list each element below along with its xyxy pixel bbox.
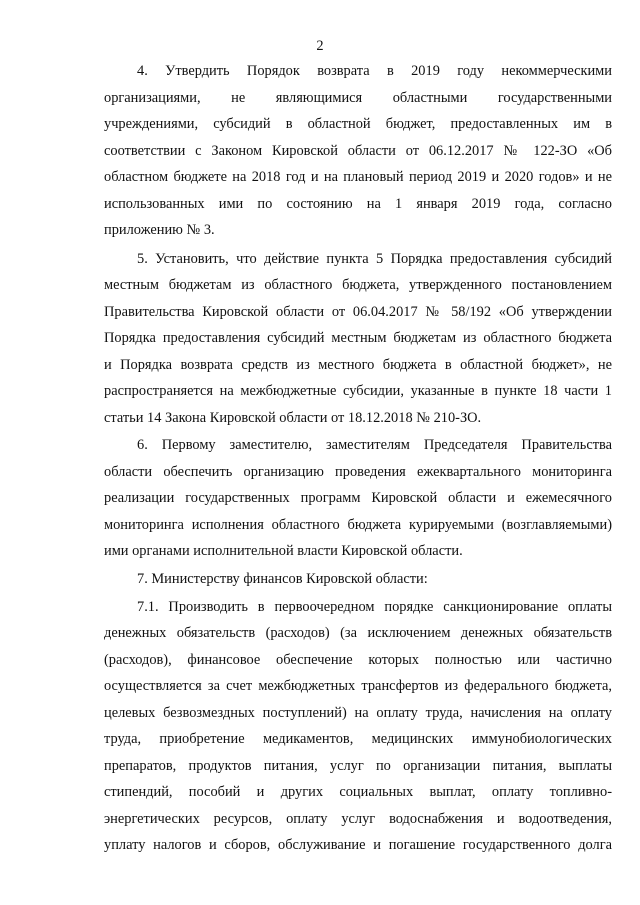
text-line: областном бюджете на 2018 год и на плановый период 2019 и 2020 годов» и не [104,169,612,185]
text-line: 4. Утвердить Порядок возврата в 2019 году некоммерческими [137,63,612,79]
text-line: статьи 14 Закона Кировской области от 18.12.2018 № 210-ЗО. [104,410,482,426]
text-line: 7.1. Производить в первоочередном порядке санкционирование оплаты [137,599,612,615]
text-line: препаратов, продуктов питания, услуг по организации питания, выплаты [104,758,612,774]
text-line: (расходов), финансовое обеспечение которых полностью или частично [104,652,612,668]
text-line: и Порядка возврата средств из местного бюджета в областной бюджет», не [104,357,612,373]
text-line: соответствии с Законом Кировской области от 06.12.2017 № 122-ЗО «Об [104,143,612,159]
text-line: уплату налогов и сборов, обслуживание и погашение государственного долга [104,837,612,853]
text-line: области обеспечить организацию проведения ежеквартального мониторинга [104,464,612,480]
text-line: 5. Установить, что действие пункта 5 Порядка предоставления субсидий [137,251,612,267]
text-line: труда, приобретение медикаментов, медицинских иммунобиологических [104,731,612,747]
text-line: организациями, не являющимися областными государственными [104,90,612,106]
text-line: приложению № 3. [104,222,215,238]
text-line: 6. Первому заместителю, заместителям Председателя Правительства [137,437,612,453]
text-line: 7. Министерству финансов Кировской области: [137,571,428,587]
text-line: стипендий, пособий и других социальных выплат, оплату топливно- [104,784,612,800]
text-line: целевых безвозмездных поступлений) на оплату труда, начисления на оплату [104,705,612,721]
text-line: ими органами исполнительной власти Кировской области. [104,543,463,559]
text-line: реализации государственных программ Кировской области и ежемесячного [104,490,612,506]
text-line: энергетических ресурсов, оплату услуг водоснабжения и водоотведения, [104,811,612,827]
text-line: использованных ими по состоянию на 1 января 2019 года, согласно [104,196,612,212]
text-line: Правительства Кировской области от 06.04.2017 № 58/192 «Об утверждении [104,304,612,320]
page-number: 2 [316,38,324,54]
text-line: местным бюджетам из областного бюджета, утвержденного постановлением [104,277,612,293]
text-line: учреждениями, субсидий в областной бюджет, предоставленных им в [104,116,612,132]
text-line: мониторинга исполнения областного бюджета курируемыми (возглавляемыми) [104,517,612,533]
text-line: Порядка предоставления субсидий местным бюджетам из областного бюджета [104,330,612,346]
text-line: распространяется на межбюджетные субсидии, указанные в пункте 18 части 1 [104,383,612,399]
text-line: денежных обязательств (расходов) (за исключением денежных обязательств [104,625,612,641]
text-line: осуществляется за счет межбюджетных трансфертов из федерального бюджета, [104,678,612,694]
